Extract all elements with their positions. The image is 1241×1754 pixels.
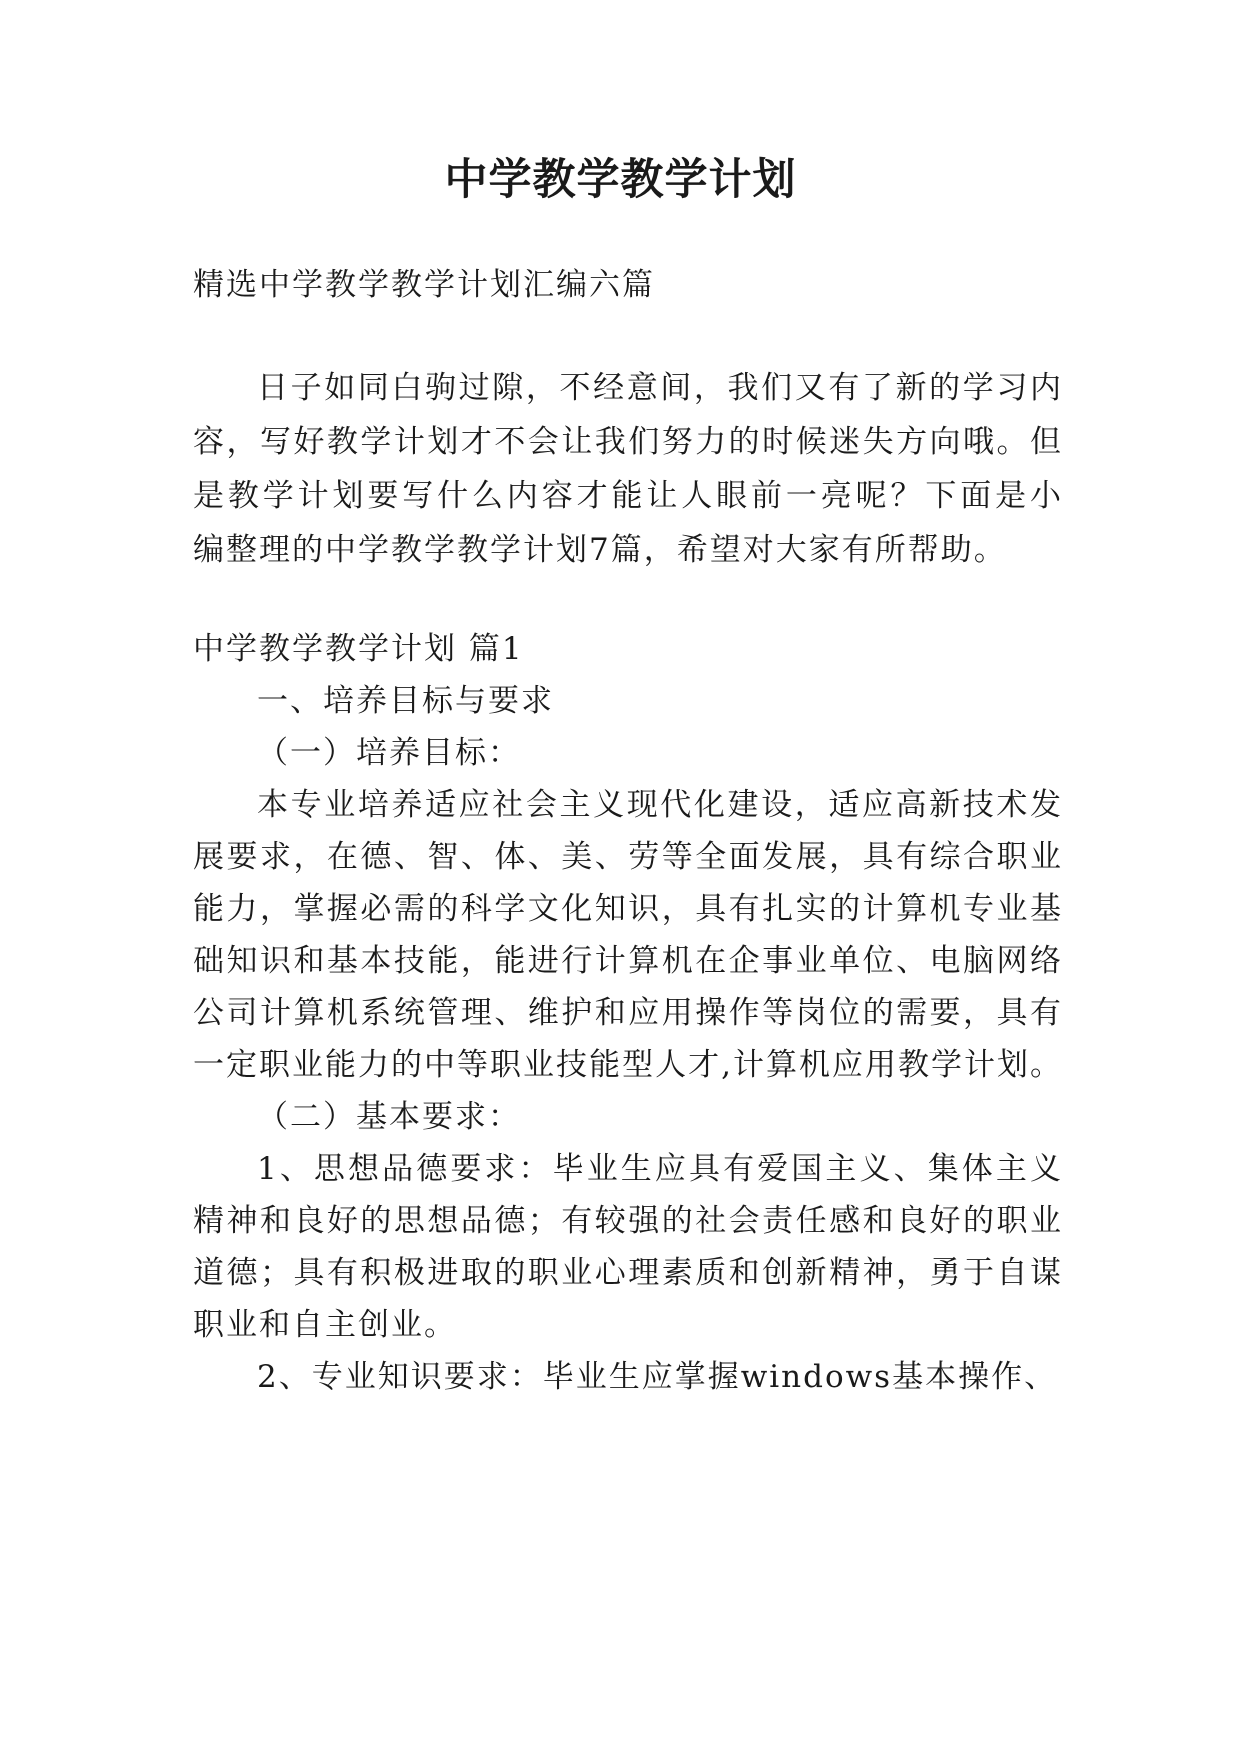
document-subtitle: 精选中学教学教学计划汇编六篇: [193, 267, 655, 303]
requirement-line: 2、专业知识要求：毕业生应掌握windows基本操作、: [257, 1359, 1058, 1395]
requirement-line: 1、思想品德要求：毕业生应具有爱国主义、集体主义: [257, 1151, 1063, 1187]
goal-line: 展要求，在德、智、体、美、劳等全面发展，具有综合职业: [193, 839, 1063, 875]
heading-level-1: 一、培养目标与要求: [257, 683, 554, 719]
goal-line: 一定职业能力的中等职业技能型人才,计算机应用教学计划。: [193, 1047, 1063, 1083]
section-heading: 中学教学教学计划 篇1: [193, 631, 524, 667]
goal-line: 本专业培养适应社会主义现代化建设，适应高新技术发: [257, 787, 1063, 823]
intro-line: 容，写好教学计划才不会让我们努力的时候迷失方向哦。但: [193, 424, 1063, 460]
goal-line: 能力，掌握必需的科学文化知识，具有扎实的计算机专业基: [193, 891, 1063, 927]
goal-line: 公司计算机系统管理、维护和应用操作等岗位的需要，具有: [193, 995, 1063, 1031]
intro-line: 日子如同白驹过隙，不经意间，我们又有了新的学习内: [257, 370, 1063, 406]
document-title: 中学教学教学计划: [444, 155, 797, 205]
requirement-line: 精神和良好的思想品德；有较强的社会责任感和良好的职业: [193, 1203, 1063, 1239]
requirement-line: 职业和自主创业。: [193, 1307, 457, 1343]
intro-line: 是教学计划要写什么内容才能让人眼前一亮呢？下面是小: [193, 478, 1063, 514]
requirement-line: 道德；具有积极进取的职业心理素质和创新精神，勇于自谋: [193, 1255, 1063, 1291]
goal-line: 础知识和基本技能，能进行计算机在企事业单位、电脑网络: [193, 943, 1063, 979]
heading-level-2: （一）培养目标：: [257, 735, 521, 771]
intro-line: 编整理的中学教学教学计划7篇，希望对大家有所帮助。: [193, 532, 1007, 568]
heading-level-2: （二）基本要求：: [257, 1099, 521, 1135]
